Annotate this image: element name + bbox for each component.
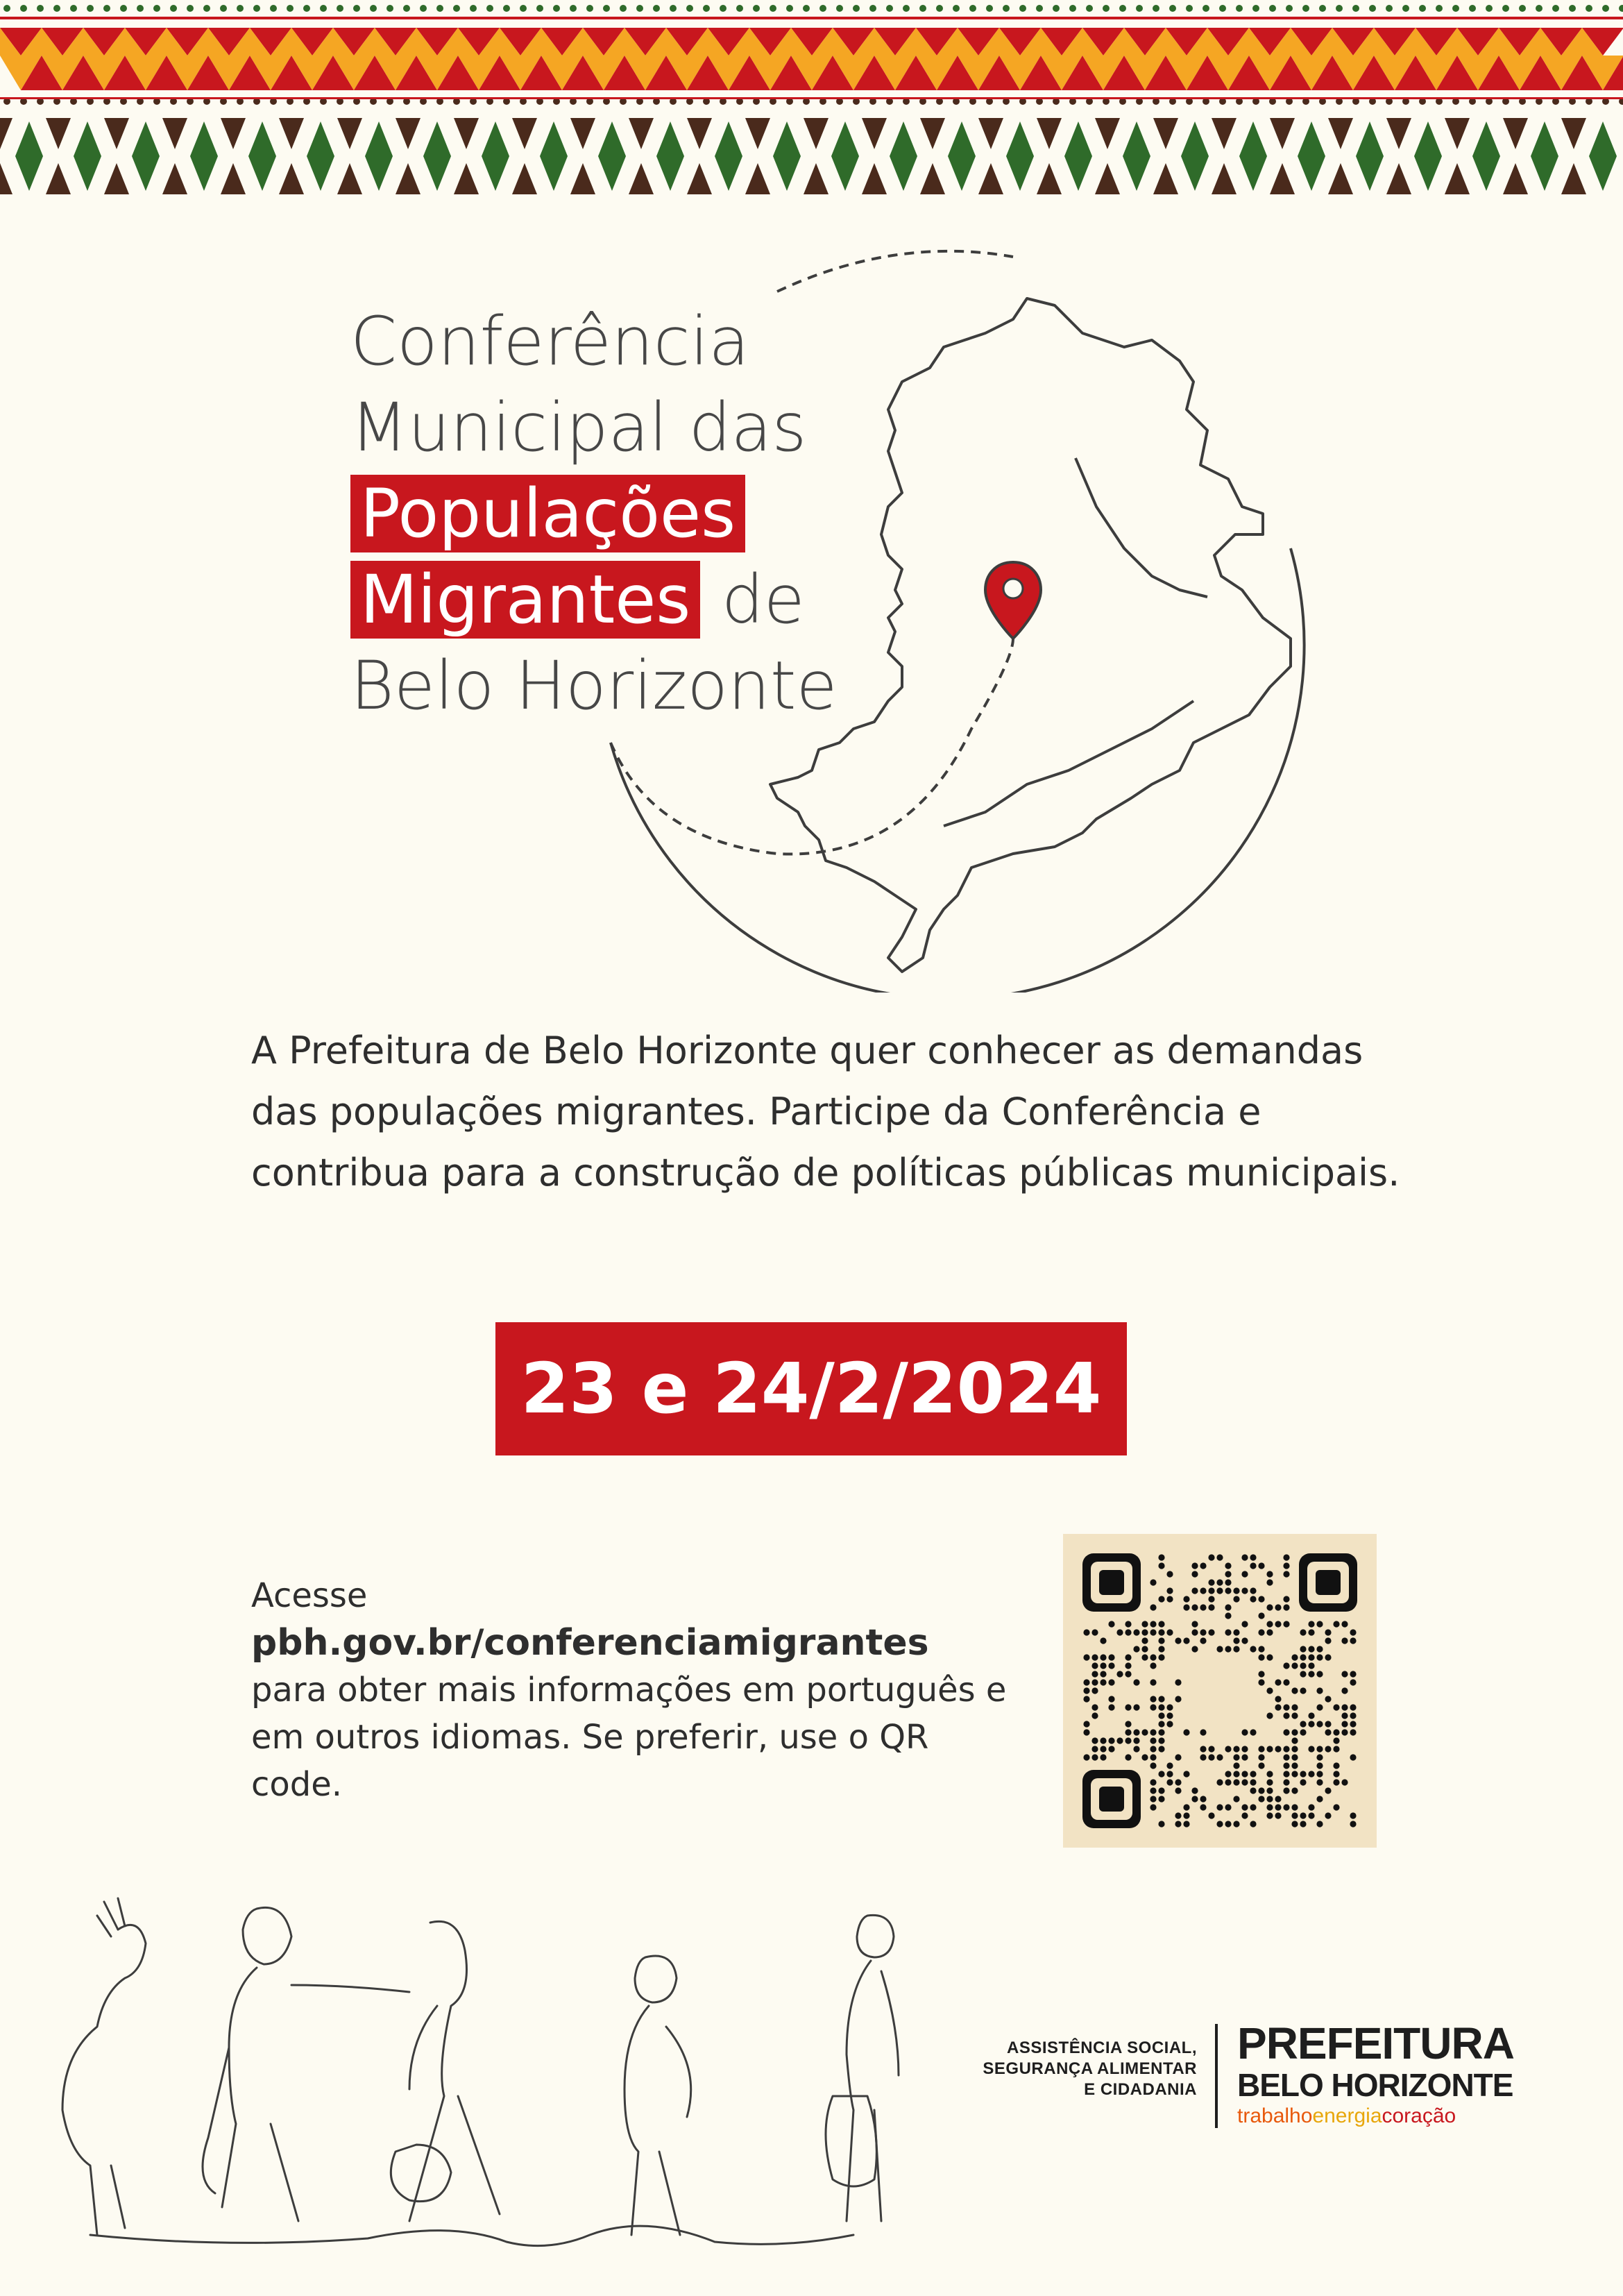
access-suffix: para obter mais informações em português e em outros idiomas. Se preferir, use o QR code. (251, 1671, 1007, 1804)
slogan (1237, 2103, 1514, 2129)
logo-divider (1215, 2024, 1218, 2128)
title-line-2: Municipal das (350, 389, 807, 466)
prefeitura-wordmark (1237, 2020, 1514, 2129)
department-line-2: SEGURANÇA ALIMENTAR (983, 2059, 1197, 2078)
intro-paragraph: A Prefeitura de Belo Horizonte quer conhecer as demandas das populações migrantes. Participe da Conferência e contribua para a construção de políticas públicas municipais. (251, 1029, 1400, 1195)
title-line-5: Belo Horizonte (350, 647, 838, 725)
department-name (951, 2038, 1197, 2100)
department-line-1: ASSISTÊNCIA SOCIAL, (1007, 2038, 1197, 2057)
decorative-border-pattern (0, 0, 1623, 208)
qr-code-icon[interactable] (1063, 1534, 1377, 1848)
access-info (251, 1572, 1014, 1808)
people-line-art-icon (21, 1888, 902, 2277)
prefeitura-label: PREFEITURA (1237, 2018, 1514, 2068)
city-label: BELO HORIZONTE (1237, 2067, 1513, 2103)
conference-title (350, 298, 838, 729)
slogan-part-2: energia (1312, 2104, 1382, 2127)
title-line-4-suffix: de (721, 561, 805, 639)
department-line-3: E CIDADANIA (1084, 2080, 1197, 2099)
access-url-link[interactable]: pbh.gov.br/conferenciamigrantes (251, 1622, 929, 1664)
location-pin-icon (985, 562, 1041, 639)
title-highlight-populacoes: Populações (350, 475, 745, 552)
prefeitura-logo (951, 2020, 1520, 2145)
title-highlight-migrantes: Migrantes (350, 561, 700, 639)
slogan-part-3: coração (1382, 2104, 1456, 2127)
title-line-1: Conferência (350, 303, 750, 380)
event-date-badge: 23 e 24/2/2024 (495, 1322, 1127, 1455)
slogan-part-1: trabalho (1237, 2104, 1313, 2127)
access-prefix: Acesse (251, 1576, 368, 1615)
